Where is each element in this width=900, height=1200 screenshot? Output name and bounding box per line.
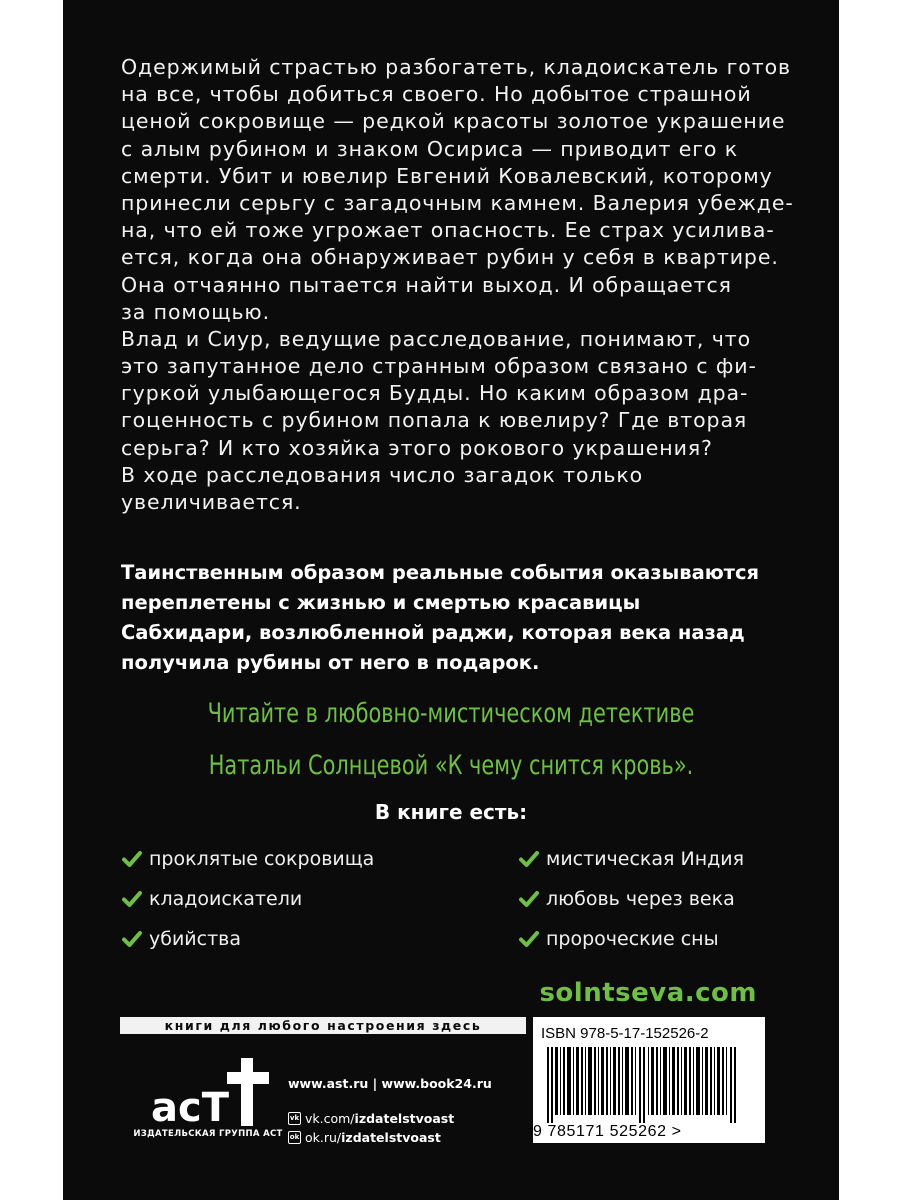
description-line: В ходе расследования число загадок только bbox=[121, 462, 644, 487]
feature-item bbox=[518, 928, 719, 950]
feature-label: любовь через века bbox=[546, 888, 735, 910]
check-icon bbox=[518, 848, 540, 870]
feature-label: убийства bbox=[149, 928, 242, 950]
description-line: на, что ей тоже угрожает опасность. Ее страх усилива- bbox=[121, 218, 775, 243]
description-line: гоценность с рубином попала к ювелиру? Где вторая bbox=[121, 408, 748, 433]
vk-link[interactable] bbox=[288, 1109, 492, 1128]
check-icon bbox=[121, 928, 143, 950]
vk-prefix: vk.com/ bbox=[305, 1111, 355, 1126]
tagline-banner: книги для любого настроения здесь bbox=[120, 1017, 526, 1034]
description-line: с алым рубином и знаком Осириса — приводит его к bbox=[121, 136, 739, 161]
check-icon bbox=[121, 888, 143, 910]
barcode-digits: 9 785171 525262 > bbox=[533, 1123, 682, 1140]
publisher-caption: ИЗДАТЕЛЬСКАЯ ГРУППА АСТ bbox=[133, 1129, 283, 1139]
check-icon bbox=[518, 928, 540, 950]
feature-item bbox=[518, 848, 744, 870]
description-text bbox=[121, 54, 801, 516]
ok-link[interactable] bbox=[288, 1128, 492, 1147]
vk-icon: vk bbox=[288, 1112, 301, 1125]
highlight-paragraph bbox=[121, 558, 801, 678]
feature-label: кладоискатели bbox=[149, 888, 303, 910]
isbn-label: ISBN 978-5-17-152526-2 bbox=[541, 1025, 709, 1042]
description-line: за помощью. bbox=[121, 299, 270, 324]
ast-logo-text: acT bbox=[151, 1085, 229, 1131]
description-line: принесли серьгу с загадочным камнем. Валерия убежде- bbox=[121, 190, 794, 215]
highlight-line: Таинственным образом реальные события оказываются bbox=[121, 561, 760, 584]
description-line: смерти. Убит и ювелир Евгений Ковалевский, которому bbox=[121, 163, 773, 188]
feature-item bbox=[121, 888, 302, 910]
description-line: серьга? И кто хозяйка этого рокового украшения? bbox=[121, 435, 713, 460]
highlight-line: получила рубины от него в подарок. bbox=[121, 651, 540, 674]
description-line: ется, когда она обнаруживает рубин у себя в квартире. bbox=[121, 245, 779, 270]
feature-item bbox=[121, 848, 374, 870]
description-line: на все, чтобы добиться своего. Но добытое страшной bbox=[121, 82, 752, 107]
features-title: В книге есть: bbox=[374, 800, 528, 824]
promo-text bbox=[117, 688, 784, 792]
promo-line: Читайте в любовно-мистическом детективе bbox=[207, 698, 695, 729]
ast-logo-icon bbox=[123, 1044, 303, 1134]
ok-icon: ok bbox=[288, 1131, 301, 1144]
barcode-block bbox=[533, 1017, 765, 1143]
description-line: ценой сокровище — редкой красоты золотое украшение bbox=[121, 109, 786, 134]
ok-name: izdatelstvoast bbox=[341, 1130, 441, 1145]
feature-item bbox=[518, 888, 735, 910]
vk-name: izdatelstvoast bbox=[354, 1111, 455, 1126]
main-sites-link[interactable]: www.ast.ru | www.book24.ru bbox=[288, 1076, 492, 1091]
check-icon bbox=[518, 888, 540, 910]
author-website-link[interactable]: solntseva.com bbox=[539, 978, 757, 1008]
publisher-links bbox=[288, 1074, 492, 1147]
description-line: увеличивается. bbox=[121, 490, 302, 514]
description-line: гуркой улыбающегося Будды. Но каким образом дра- bbox=[121, 381, 749, 406]
description-line: это запутанное дело странным образом связано с фи- bbox=[121, 354, 757, 379]
feature-item bbox=[121, 928, 241, 950]
highlight-line: переплетены с жизнью и смертью красавицы bbox=[121, 591, 641, 614]
feature-label: проклятые сокровища bbox=[149, 848, 375, 870]
check-icon bbox=[121, 848, 143, 870]
description-line: Влад и Сиур, ведущие расследование, понимают, что bbox=[121, 326, 752, 351]
description-line: Она отчаянно пытается найти выход. И обращается bbox=[121, 272, 732, 297]
highlight-line: Сабхидари, возлюбленной раджи, которая века назад bbox=[121, 621, 745, 644]
barcode-icon bbox=[533, 1047, 765, 1123]
promo-line: Натальи Солнцевой «К чему снится кровь». bbox=[208, 750, 694, 781]
ok-prefix: ok.ru/ bbox=[305, 1130, 342, 1145]
description-line: Одержимый страстью разбогатеть, кладоискатель готов bbox=[121, 55, 792, 79]
book-back-cover bbox=[63, 0, 839, 1200]
feature-label: пророческие сны bbox=[546, 928, 719, 950]
feature-label: мистическая Индия bbox=[546, 848, 745, 870]
